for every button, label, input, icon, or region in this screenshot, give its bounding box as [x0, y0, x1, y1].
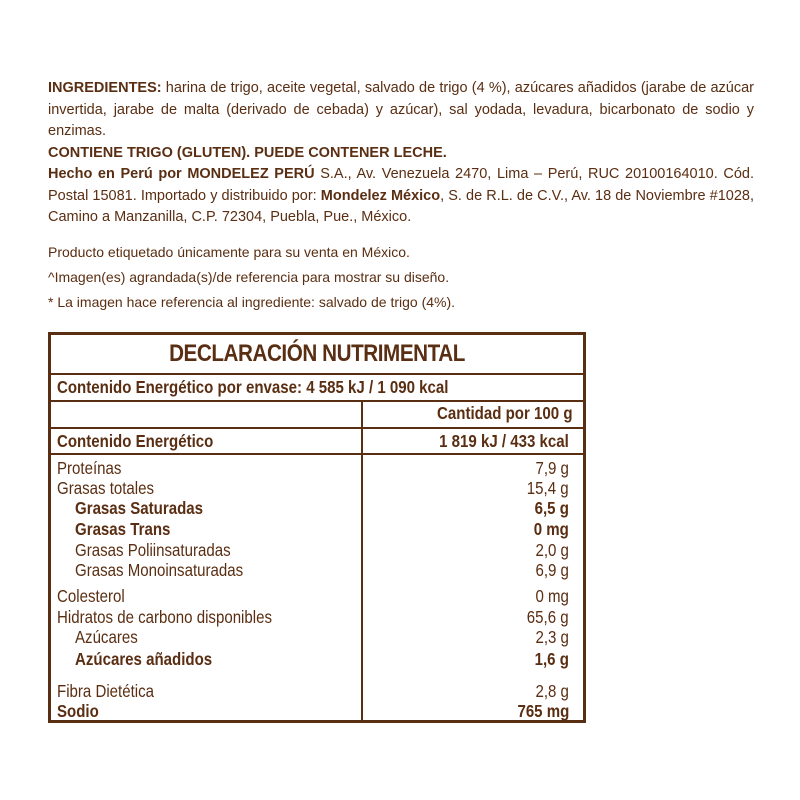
manufacturer-info: [48, 164, 754, 229]
nutrient-row-cholesterol: Colesterol 0 mg: [57, 586, 569, 606]
energy-per-package: Contenido Energético por envase: 4 585 kJ / 1 090 kcal: [57, 377, 449, 397]
nutrition-facts-table: [48, 332, 586, 723]
nutrient-row-trans-fat: Grasas Trans 0 mg: [75, 519, 569, 539]
ingredients-label: INGREDIENTES:: [48, 80, 162, 96]
nutrient-row-energy: Contenido Energético 1 819 kJ / 433 kcal: [57, 431, 569, 451]
notes-block: [48, 240, 748, 315]
note-image-enlarged: ^Imagen(es) agrandada(s)/de referencia para mostrar su diseño.: [48, 269, 450, 285]
allergen-statement: CONTIENE TRIGO (GLUTEN). PUEDE CONTENER LECHE.: [48, 144, 447, 161]
divider: [51, 427, 583, 429]
made-in-text: S.A., Av. Venezuela 2470, Lima – Perú, RUC 20100164010. Cód. Postal 15081. Importado y distribuido por:: [48, 166, 754, 204]
nutrient-row-total-fat: Grasas totales 15,4 g: [57, 478, 569, 498]
made-in-label: Hecho en Perú por MONDELEZ PERÚ: [48, 166, 315, 182]
nutrient-row-fiber: Fibra Dietética 2,8 g: [57, 681, 569, 701]
nutrient-row-saturated-fat: Grasas Saturadas 6,5 g: [75, 498, 569, 518]
divider: [51, 453, 583, 455]
nutrient-row-carbohydrates: Hidratos de carbono disponibles 65,6 g: [57, 607, 569, 627]
divider: [51, 373, 583, 375]
importer-label: Mondelez México: [320, 187, 441, 204]
ingredients-text: harina de trigo, aceite vegetal, salvado de trigo (4 %), azúcares añadidos (jarabe de azúcar invertida, jarabe de malta (derivado de cebada) y azúcar), sal yodada, levadura, bicarbonato de sodio y enzimas.: [48, 80, 754, 139]
nutrient-row-sodium: Sodio 765 mg: [57, 701, 569, 721]
quantity-header: Cantidad por 100 g: [437, 403, 573, 423]
nutrient-row-added-sugars: Azúcares añadidos 1,6 g: [75, 649, 569, 669]
ingredients-block: [48, 78, 754, 229]
nutrition-title: DECLARACIÓN NUTRIMENTAL: [169, 340, 465, 367]
importer-text: , S. de R.L. de C.V., Av. 18 de Noviembre #1028, Camino a Manzanilla, C.P. 72304, Puebla, Pue., México.: [48, 187, 754, 225]
nutrient-row-polyunsaturated-fat: Grasas Poliinsaturadas 2,0 g: [75, 540, 569, 560]
nutrient-row-proteins: Proteínas 7,9 g: [57, 458, 569, 478]
ingredients-paragraph: [48, 78, 754, 143]
note-image-reference: * La imagen hace referencia al ingrediente: salvado de trigo (4%).: [48, 294, 456, 310]
nutrient-row-sugars: Azúcares 2,3 g: [75, 627, 569, 647]
note-sale: Producto etiquetado únicamente para su venta en México.: [48, 244, 410, 260]
nutrient-row-monounsaturated-fat: Grasas Monoinsaturadas 6,9 g: [75, 560, 569, 580]
